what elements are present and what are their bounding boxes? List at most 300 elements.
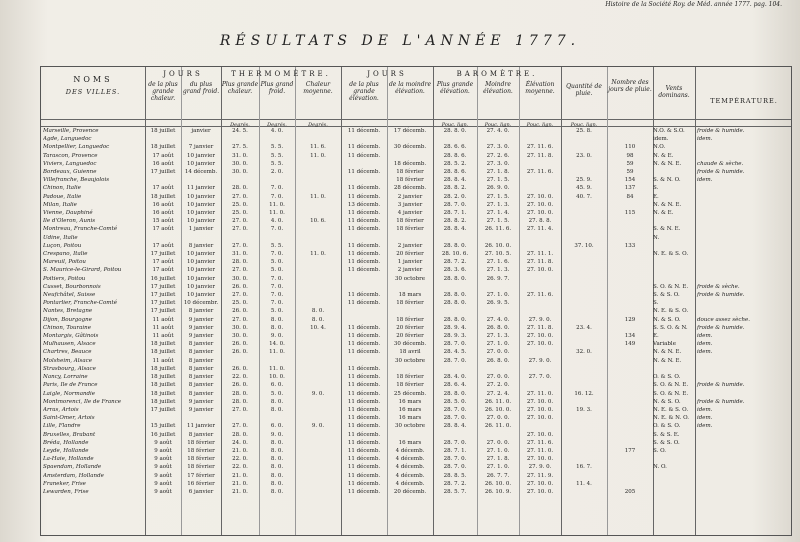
- header-jour-elevation: de la plus grande élévation.: [349, 81, 379, 102]
- cell-jours-pluie: [607, 463, 653, 471]
- cell-baro-moyenne: [519, 135, 561, 143]
- jours-froid-column: [181, 127, 221, 496]
- cell-jour-haut: 11 décemb.: [347, 374, 381, 381]
- cell-jour-haut: 11 décemb.: [347, 439, 381, 446]
- header-jour-moindre: de la moindre élévation.: [388, 81, 432, 95]
- cell-jour-froid: [181, 414, 221, 422]
- cell-jour-haut: 11 décemb.: [347, 259, 381, 266]
- cell-chaleur: 28. 0.: [232, 390, 248, 397]
- cell-froid: 7. 0.: [270, 226, 284, 233]
- cell-jour-chaleur: 18 juillet: [150, 349, 176, 356]
- cell-jour-haut: [341, 283, 387, 291]
- baro-haut-column: [433, 127, 477, 496]
- cell-baro-haut: 28. 8. 0.: [443, 292, 467, 299]
- cell-jour-bas: 2 janvier: [397, 242, 423, 249]
- cell-froid: 8. 0.: [270, 480, 284, 487]
- cell-baro-moyenne: 27. 11. 1.: [526, 251, 554, 258]
- cell-froid: 8. 0.: [270, 439, 284, 446]
- cell-baro-moyenne: 27. 11. 8.: [526, 259, 554, 266]
- cell-baro-haut: 28. 5. 2.: [443, 160, 467, 167]
- city-name: Paris, Ile de France: [43, 382, 98, 389]
- cell-jour-haut: [341, 234, 387, 242]
- city-name: Luçon, Poitou: [43, 242, 82, 249]
- cell-jours-pluie: 134: [624, 333, 636, 340]
- cell-jour-haut: 11 décemb.: [347, 447, 381, 454]
- cell-jour-froid: 8 janvier: [188, 357, 214, 364]
- cell-jour-froid: 7 janvier: [188, 144, 214, 151]
- cell-jour-froid: 8 janvier: [188, 390, 214, 397]
- cell-vents: N. E. & S. O.: [653, 308, 689, 315]
- cell-jour-chaleur: 18 juillet: [150, 382, 176, 389]
- cell-jours-pluie: [607, 283, 653, 291]
- cell-jours-pluie: [607, 258, 653, 266]
- cell-moyenne: [295, 225, 341, 233]
- unit-pouces: Pouc. lign.: [526, 122, 554, 128]
- cell-froid: 8. 0.: [270, 447, 284, 454]
- cell-vents: N. & N. E.: [653, 201, 682, 208]
- cell-baro-bas: 27. 1. 4.: [486, 210, 510, 217]
- cell-baro-haut: 28. 8. 6.: [443, 152, 467, 159]
- cell-pluie: [561, 266, 607, 274]
- cell-vents: N. & E.: [653, 210, 674, 217]
- cell-baro-haut: 28. 7. 1.: [443, 447, 467, 454]
- cell-froid: 5. 5.: [270, 242, 284, 249]
- cell-jour-bas: 17 décemb.: [393, 128, 427, 134]
- cell-pluie: [561, 431, 607, 439]
- cell-jour-chaleur: 18 juillet: [150, 398, 176, 405]
- cell-jour-chaleur: 18 juillet: [150, 365, 176, 372]
- cell-froid: 8. 0.: [270, 472, 284, 479]
- cell-chaleur: 21. 0.: [232, 472, 248, 479]
- cell-pluie: 23. 4.: [576, 324, 592, 331]
- cell-chaleur: 24. 5.: [232, 128, 248, 134]
- cell-jours-pluie: [607, 414, 653, 422]
- cell-chaleur: 28. 0.: [232, 259, 248, 266]
- cell-baro-moyenne: 27. 9. 0.: [528, 316, 552, 323]
- cell-baro-moyenne: [519, 283, 561, 291]
- cell-jour-chaleur: 11 août: [152, 357, 174, 364]
- cell-jour-chaleur: 16 juillet: [150, 275, 176, 282]
- cell-baro-haut: 28. 5. 0.: [443, 398, 467, 405]
- cell-jour-froid: 1 janvier: [188, 226, 214, 233]
- cell-vents: idem.: [653, 136, 669, 143]
- cell-pluie: [561, 143, 607, 151]
- city-name: Montreau, Franche-Comté: [43, 226, 118, 233]
- city-name: Bordeaux, Guienne: [43, 169, 97, 176]
- cell-baro-haut: 28. 10. 6.: [441, 251, 469, 258]
- cell-vents: N. & E.: [653, 152, 674, 159]
- cell-baro-haut: [433, 431, 477, 439]
- cell-pluie: [561, 299, 607, 307]
- cell-jour-froid: 8 janvier: [188, 382, 214, 389]
- cell-baro-bas: 27. 10. 5.: [484, 251, 512, 258]
- unit-degres: Degrés.: [230, 122, 250, 128]
- cell-froid: 14. 0.: [269, 341, 285, 348]
- cell-chaleur: 27. 0.: [232, 423, 248, 430]
- cell-baro-bas: 26. 9. 7.: [486, 275, 510, 282]
- cell-jour-froid: 8 janvier: [188, 308, 214, 315]
- cell-baro-moyenne: 27. 11. 8.: [526, 324, 554, 331]
- cell-moyenne: [295, 291, 341, 299]
- cell-baro-haut: 28. 6. 4.: [443, 382, 467, 389]
- cell-jour-chaleur: 17 juillet: [150, 283, 176, 290]
- header-temperature: TEMPÉRATURE.: [710, 97, 778, 105]
- cell-moyenne: [295, 488, 341, 496]
- cell-baro-haut: 28. 7. 0.: [443, 357, 467, 364]
- city-name: Montargis, Gâtinois: [43, 333, 99, 340]
- city-name: Strasbourg, Alsace: [43, 365, 96, 372]
- cell-jour-haut: 11 décemb.: [347, 472, 381, 479]
- cell-moyenne: [295, 299, 341, 307]
- cell-pluie: [561, 291, 607, 299]
- cell-chaleur: 21. 0.: [232, 488, 248, 495]
- cell-chaleur: 26. 0.: [232, 308, 248, 315]
- cell-baro-moyenne: [519, 299, 561, 307]
- cell-baro-moyenne: 27. 10. 0.: [526, 406, 554, 413]
- cell-froid: 9. 0.: [270, 431, 284, 438]
- cell-temperature: [697, 357, 791, 365]
- cell-jours-pluie: 110: [624, 144, 636, 151]
- results-table: [40, 66, 792, 536]
- cell-moyenne: [295, 348, 341, 356]
- cell-baro-moyenne: 27. 10. 0.: [526, 267, 554, 274]
- cell-jour-haut: 11 décemb.: [347, 144, 381, 151]
- cell-jour-bas: [387, 135, 433, 143]
- cell-jours-pluie: [607, 406, 653, 414]
- jour-bas-column: [387, 127, 433, 496]
- cell-jour-bas: 18 février: [396, 300, 424, 307]
- cell-jour-haut: [341, 176, 387, 184]
- cell-jours-pluie: 84: [626, 193, 634, 200]
- cell-moyenne: 9. 0.: [311, 390, 325, 397]
- cell-jour-haut: 11 décemb.: [347, 398, 381, 405]
- cell-jour-chaleur: 9 août: [154, 456, 172, 463]
- cell-vents: N. & N. E.: [653, 349, 682, 356]
- city-name: Molsheim, Alsace: [43, 357, 92, 364]
- cell-jour-bas: 4 janvier: [397, 210, 423, 217]
- cell-temperature: [697, 193, 791, 201]
- cell-vents: [653, 480, 695, 488]
- cell-jour-haut: 11 décemb.: [347, 251, 381, 258]
- cell-froid: 8. 0.: [270, 464, 284, 471]
- cell-jour-bas: 4 décemb.: [395, 480, 425, 487]
- cell-baro-haut: 28. 7. 0.: [443, 406, 467, 413]
- cell-froid: 5. 5.: [270, 144, 284, 151]
- cell-temperature: [697, 431, 791, 439]
- cell-jour-haut: 11 décemb.: [347, 128, 381, 134]
- cell-baro-bas: 27. 1. 0.: [486, 341, 510, 348]
- cell-vents: S. O. & N. E.: [653, 283, 689, 290]
- cell-chaleur: 25. 0.: [232, 300, 248, 307]
- cell-vents: S. & N. E.: [653, 226, 681, 233]
- cell-baro-moyenne: [519, 365, 561, 373]
- header-jours: JOURS: [163, 70, 203, 78]
- cell-jour-haut: 11 décemb.: [347, 456, 381, 463]
- cell-moyenne: [295, 365, 341, 373]
- unit-pouces: Pouc. lign.: [441, 122, 469, 128]
- cell-jour-froid: 10 janvier: [186, 210, 216, 217]
- cell-baro-haut: 28. 8. 2.: [443, 218, 467, 225]
- cell-jours-pluie: 59: [626, 160, 634, 167]
- cell-baro-bas: 27. 1. 0.: [486, 464, 510, 471]
- cell-jour-bas: 4 décemb.: [395, 472, 425, 479]
- cell-baro-haut: 28. 8. 4.: [443, 423, 467, 430]
- cell-baro-haut: 28. 5. 7.: [443, 488, 467, 495]
- cell-chaleur: 28. 0.: [232, 431, 248, 438]
- cell-baro-bas: 27. 1. 0.: [486, 447, 510, 454]
- cell-temperature: idem.: [697, 415, 713, 422]
- cell-temperature: [697, 472, 791, 480]
- cell-jour-bas: 4 décemb.: [395, 464, 425, 471]
- cell-jour-chaleur: 17 juillet: [150, 292, 176, 299]
- cell-jour-bas: 18 mars: [398, 292, 422, 299]
- cell-pluie: [561, 357, 607, 365]
- cell-froid: 8. 0.: [270, 406, 284, 413]
- cell-jour-chaleur: [145, 176, 181, 184]
- cell-jours-pluie: [607, 422, 653, 430]
- unit-pouces: Pouc. lign.: [570, 122, 598, 128]
- cell-temperature: idem.: [697, 333, 713, 340]
- cell-froid: 2. 0.: [270, 169, 284, 176]
- cell-jour-froid: 8 janvier: [188, 341, 214, 348]
- cell-pluie: [561, 160, 607, 168]
- cell-temperature: froide & humide.: [697, 128, 745, 134]
- cell-chaleur: 24. 0.: [232, 439, 248, 446]
- cell-temperature: [697, 455, 791, 463]
- cell-baro-bas: 27. 1. 5.: [486, 193, 510, 200]
- header-baro-plus-grande: Plus grande élévation.: [436, 81, 474, 95]
- cell-jour-froid: 10 janvier: [186, 160, 216, 167]
- cell-jours-pluie: 205: [624, 488, 636, 495]
- cell-jour-froid: 8 janvier: [188, 374, 214, 381]
- cell-vents: S. & N. O.: [653, 177, 681, 184]
- city-name: Lille, Flandre: [43, 423, 81, 430]
- cell-jour-froid: 10 janvier: [186, 292, 216, 299]
- cell-jour-haut: 11 décemb.: [347, 406, 381, 413]
- cell-baro-moyenne: 27. 10. 0.: [526, 456, 554, 463]
- cell-vents: [653, 242, 695, 250]
- cell-jour-bas: 18 février: [396, 382, 424, 389]
- cell-baro-moyenne: 27. 7. 0.: [528, 374, 552, 381]
- cell-baro-haut: 28. 6. 6.: [443, 144, 467, 151]
- cell-jour-bas: 4 décemb.: [395, 447, 425, 454]
- cell-baro-haut: [433, 234, 477, 242]
- cell-jour-haut: 11 décemb.: [347, 382, 381, 389]
- cell-jour-bas: 16 mars: [398, 398, 422, 405]
- cell-pluie: [561, 234, 607, 242]
- cell-vents: N. & N. E.: [653, 357, 682, 364]
- cell-baro-moyenne: [519, 184, 561, 192]
- jour-haut-column: [341, 127, 387, 496]
- cell-jours-pluie: [607, 324, 653, 332]
- cell-baro-haut: 28. 9. 4.: [443, 324, 467, 331]
- cell-jour-chaleur: 17 août: [152, 267, 174, 274]
- cell-temperature: [697, 209, 791, 217]
- header-barometre: BAROMÈTRE.: [456, 70, 538, 78]
- cell-baro-bas: 26. 10. 9.: [484, 488, 512, 495]
- cell-baro-moyenne: [519, 234, 561, 242]
- cell-jour-chaleur: 11 août: [152, 324, 174, 331]
- cell-temperature: idem.: [697, 341, 713, 348]
- cell-baro-moyenne: 27. 11. 6.: [526, 144, 554, 151]
- cell-froid: [259, 234, 295, 242]
- cell-temperature: [697, 143, 791, 151]
- cell-vents: N.: [653, 234, 660, 241]
- cell-moyenne: [295, 406, 341, 414]
- cell-jour-bas: 2 janvier: [397, 193, 423, 200]
- cell-jour-froid: 11 janvier: [186, 423, 216, 430]
- cell-jours-pluie: [607, 357, 653, 365]
- cell-pluie: [561, 283, 607, 291]
- cell-jour-bas: 18 décemb.: [393, 160, 427, 167]
- cell-chaleur: 26. 0.: [232, 365, 248, 372]
- cell-jours-pluie: [607, 439, 653, 447]
- cell-froid: [259, 135, 295, 143]
- cell-jour-chaleur: 18 juillet: [150, 144, 176, 151]
- cell-jour-chaleur: [145, 135, 181, 143]
- city-name: Dijon, Bourgogne: [43, 316, 92, 323]
- cell-jour-froid: 10 janvier: [186, 267, 216, 274]
- cell-baro-haut: [433, 283, 477, 291]
- cell-vents: O. & S. O.: [653, 374, 681, 381]
- cell-chaleur: 30. 0.: [232, 333, 248, 340]
- cell-temperature: froide & humide.: [697, 292, 745, 299]
- cell-jour-froid: 9 janvier: [188, 333, 214, 340]
- cell-froid: 5. 0.: [270, 267, 284, 274]
- city-name: Leyde, Hollande: [43, 447, 89, 454]
- cell-jours-pluie: 129: [624, 316, 636, 323]
- cell-pluie: [561, 414, 607, 422]
- cell-vents: N. O.: [653, 464, 667, 471]
- cell-moyenne: [295, 455, 341, 463]
- cell-jour-froid: 18 février: [187, 439, 215, 446]
- cell-froid: 4. 0.: [270, 128, 284, 134]
- cell-jours-pluie: [607, 307, 653, 315]
- cell-jours-pluie: [607, 225, 653, 233]
- city-name: Lewarden, Frise: [43, 488, 89, 495]
- cell-froid: 7. 0.: [270, 251, 284, 258]
- cell-chaleur: [221, 176, 259, 184]
- cell-jours-pluie: [607, 431, 653, 439]
- cell-jour-chaleur: 16 août: [152, 160, 174, 167]
- cell-jour-chaleur: 17 août: [152, 259, 174, 266]
- cell-baro-bas: [477, 431, 519, 439]
- cell-jour-bas: 18 février: [396, 218, 424, 225]
- cell-baro-bas: 27. 0. 0.: [486, 439, 510, 446]
- cell-jour-chaleur: 18 juillet: [150, 374, 176, 381]
- cell-jours-pluie: [607, 201, 653, 209]
- cell-vents: [653, 365, 695, 373]
- cell-baro-haut: 28. 2. 0.: [443, 193, 467, 200]
- cell-moyenne: [295, 439, 341, 447]
- city-name: Vienne, Dauphiné: [43, 210, 93, 217]
- moyenne-column: [295, 127, 341, 496]
- cell-vents: [653, 472, 695, 480]
- cell-jours-pluie: 98: [626, 152, 634, 159]
- city-name: Saint-Omer, Artois: [43, 415, 95, 422]
- cell-jour-bas: 18 février: [396, 226, 424, 233]
- cell-baro-haut: 28. 8. 0.: [443, 390, 467, 397]
- cell-chaleur: 31. 0.: [232, 251, 248, 258]
- cell-froid: 7. 0.: [270, 292, 284, 299]
- cell-froid: 9. 0.: [270, 333, 284, 340]
- city-name: Marseille, Provence: [43, 128, 99, 134]
- cell-jour-bas: 18 février: [396, 177, 424, 184]
- city-name: Chinon, Touraine: [43, 324, 91, 331]
- cell-chaleur: 27. 0.: [232, 226, 248, 233]
- cell-vents: S. & S. E.: [653, 431, 680, 438]
- cell-jour-chaleur: 17 août: [152, 226, 174, 233]
- cell-temperature: [697, 234, 791, 242]
- cell-jours-pluie: [607, 365, 653, 373]
- cell-vents: N. E. & N. O.: [653, 415, 690, 422]
- cell-jour-chaleur: 18 juillet: [150, 341, 176, 348]
- cell-vents: N.O.: [653, 144, 666, 151]
- cell-jours-pluie: [607, 250, 653, 258]
- cell-vents: S. O. & N. E.: [653, 390, 689, 397]
- cell-baro-haut: 28. 9. 3.: [443, 333, 467, 340]
- cell-vents: [653, 168, 695, 176]
- cell-baro-bas: 26. 9. 5.: [486, 300, 510, 307]
- cell-chaleur: [221, 135, 259, 143]
- city-name: Viviers, Languedoc: [43, 160, 97, 167]
- cell-jour-chaleur: 15 août: [152, 218, 174, 225]
- cell-jour-bas: 20 février: [396, 333, 424, 340]
- cell-jour-bas: 1 janvier: [397, 259, 423, 266]
- cell-jour-bas: 16 mars: [398, 406, 422, 413]
- unit-pouces: Pouc. lign.: [484, 122, 512, 128]
- cell-vents: N.O. & S.O.: [653, 128, 685, 134]
- cell-jour-haut: 11 décemb.: [347, 365, 381, 372]
- cell-baro-bas: 26. 10. 0.: [484, 242, 512, 249]
- cell-jour-froid: 9 janvier: [188, 406, 214, 413]
- cell-jours-pluie: 59: [626, 169, 634, 176]
- cell-temperature: idem.: [697, 349, 713, 356]
- cell-jour-bas: [387, 307, 433, 315]
- cell-baro-bas: 26. 10. 0.: [484, 480, 512, 487]
- cell-jour-haut: 13 décemb.: [347, 201, 381, 208]
- cell-baro-bas: 26. 11. 0.: [484, 423, 512, 430]
- cell-temperature: douce assez sèche.: [697, 316, 750, 323]
- city-name: Agde, Languedoc: [43, 136, 92, 143]
- cell-jour-chaleur: 18 juillet: [150, 193, 176, 200]
- unit-degres: Degrés.: [267, 122, 287, 128]
- cell-jour-haut: 11 décemb.: [347, 292, 381, 299]
- cell-temperature: [697, 225, 791, 233]
- cell-moyenne: 11. 0.: [310, 193, 326, 200]
- cell-baro-bas: 27. 0. 0.: [486, 415, 510, 422]
- cell-jour-froid: [181, 135, 221, 143]
- cell-baro-bas: 27. 0. 0.: [486, 374, 510, 381]
- cell-temperature: [697, 266, 791, 274]
- temperature-column: [697, 127, 791, 496]
- cell-jour-froid: 10 janvier: [186, 283, 216, 290]
- cell-chaleur: 30. 0.: [232, 324, 248, 331]
- cell-jour-chaleur: 16 juillet: [150, 431, 176, 438]
- header-vents: Vents dominans.: [658, 85, 690, 99]
- cell-moyenne: 11. 6.: [310, 144, 326, 151]
- cell-jour-froid: 10 janvier: [186, 193, 216, 200]
- cell-jour-bas: 18 février: [396, 316, 424, 323]
- header-jours-pluie: Nombre des jours de pluie.: [608, 79, 652, 93]
- cell-pluie: [561, 439, 607, 447]
- cell-baro-bas: 27. 1. 0.: [486, 292, 510, 299]
- cell-jour-haut: [341, 135, 387, 143]
- baro-bas-column: [477, 127, 519, 496]
- cell-pluie: 16. 12.: [574, 390, 594, 397]
- cell-jour-froid: 8 janvier: [188, 365, 214, 372]
- cell-jour-haut: 11 décemb.: [347, 193, 381, 200]
